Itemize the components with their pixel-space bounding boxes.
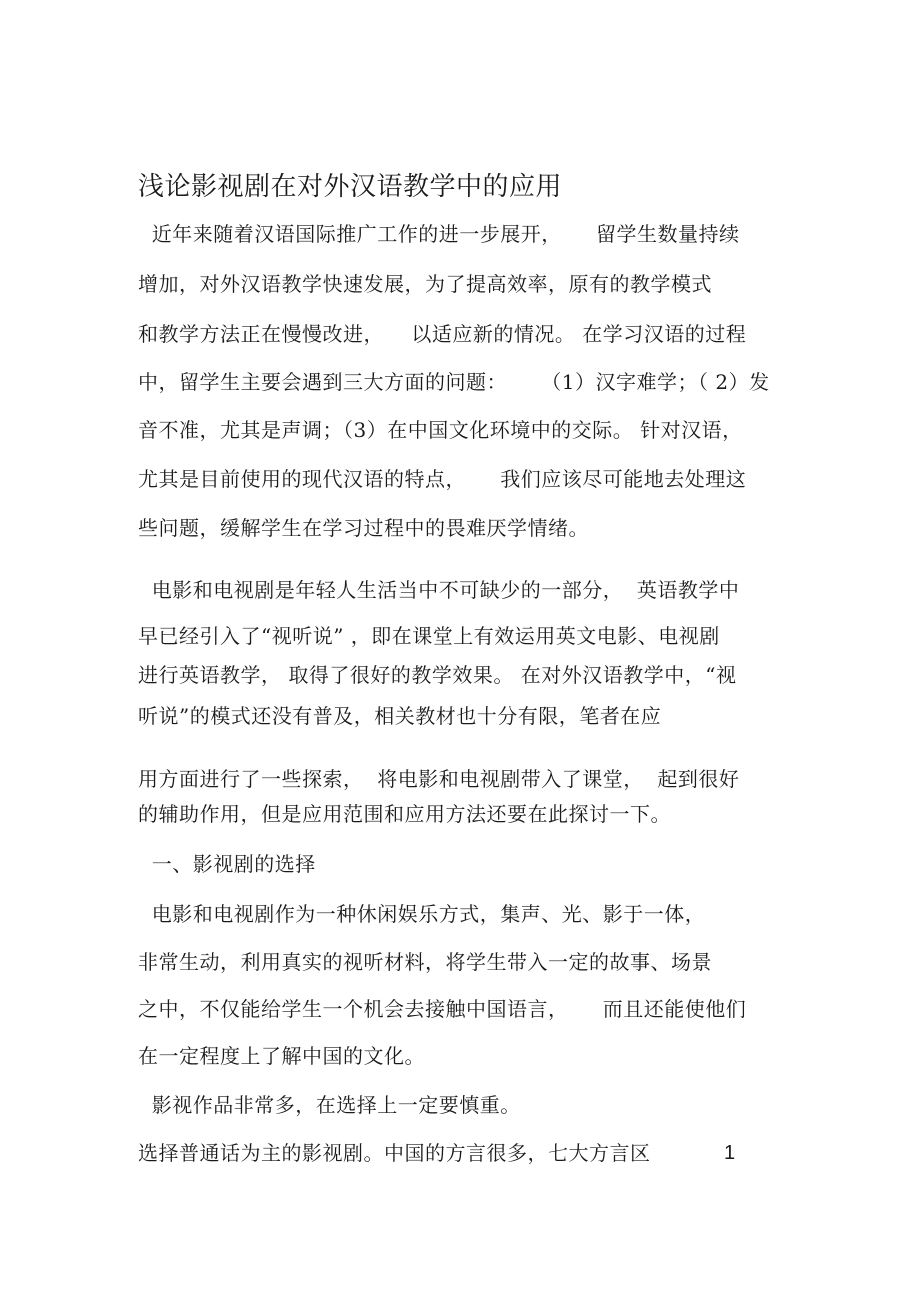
body-line: 进行英语教学， 取得了很好的教学效果。 在对外汉语教学中，“视 xyxy=(138,663,737,687)
body-line: 近年来随着汉语国际推广工作的进一步展开， 留学生数量持续 xyxy=(138,222,740,246)
body-line: 尤其是目前使用的现代汉语的特点， 我们应该尽可能地去处理这 xyxy=(138,467,747,491)
body-line: 些问题，缓解学生在学习过程中的畏难厌学情绪。 xyxy=(138,516,589,540)
body-line: 在一定程度上了解中国的文化。 xyxy=(138,1044,425,1068)
body-line: 中，留学生主要会遇到三大方面的问题： （1）汉字难学；（ 2）发 xyxy=(138,370,770,394)
body-line: 用方面进行了一些探索， 将电影和电视剧带入了课堂， 起到很好 xyxy=(138,767,740,791)
body-line: 选择普通话为主的影视剧。中国的方言很多，七大方言区 xyxy=(138,1141,651,1165)
body-line: 的辅助作用，但是应用范围和应用方法还要在此探讨一下。 xyxy=(138,802,671,826)
section-heading: 一、影视剧的选择 xyxy=(138,852,316,876)
document-title: 浅论影视剧在对外汉语教学中的应用 xyxy=(138,172,563,202)
body-line: 电影和电视剧作为一种休闲娱乐方式，集声、光、影于一体， xyxy=(138,902,706,926)
body-line: 非常生动，利用真实的视听材料，将学生带入一定的故事、场景 xyxy=(138,950,712,974)
body-line: 电影和电视剧是年轻人生活当中不可缺少的一部分， 英语教学中 xyxy=(138,578,740,602)
body-line: 增加，对外汉语教学快速发展，为了提高效率，原有的教学模式 xyxy=(138,272,712,296)
body-line: 影视作品非常多，在选择上一定要慎重。 xyxy=(138,1093,521,1117)
page-number: 1 xyxy=(724,1142,736,1164)
body-line: 音不准，尤其是声调；（3）在中国文化环境中的交际。 针对汉语， xyxy=(138,418,743,442)
body-line: 早已经引入了“视听说” ，即在课堂上有效运用英文电影、电视剧 xyxy=(138,624,720,648)
body-line: 之中，不仅能给学生一个机会去接触中国语言， 而且还能使他们 xyxy=(138,997,747,1021)
body-line: 和教学方法正在慢慢改进， 以适应新的情况。 在学习汉语的过程 xyxy=(138,322,747,346)
body-line: 听说”的模式还没有普及，相关教材也十分有限，笔者在应 xyxy=(138,704,662,728)
